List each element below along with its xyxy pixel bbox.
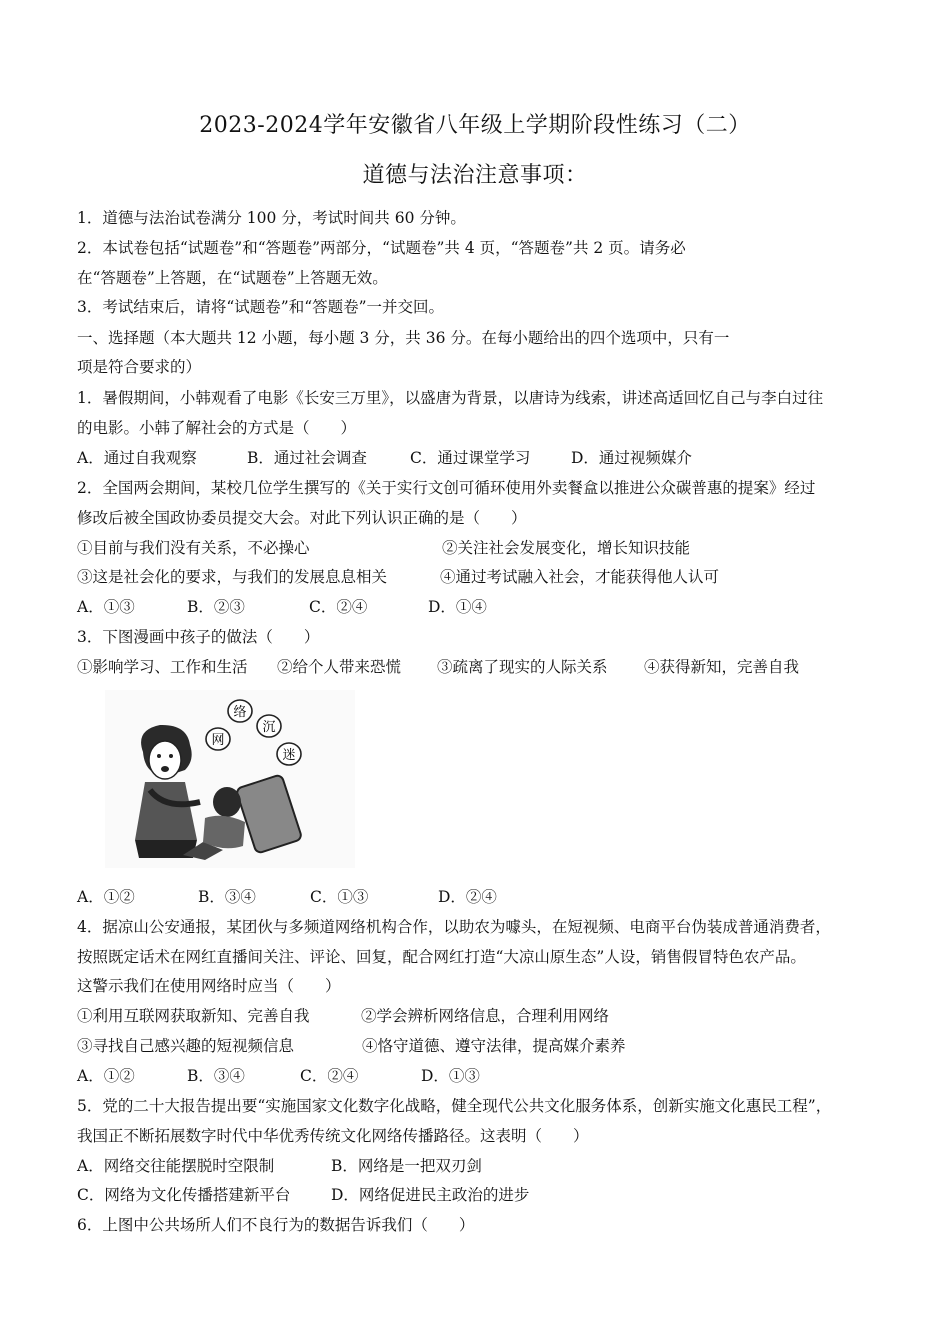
q4-option-c: C．②④ (300, 1067, 359, 1085)
q4-item: ①利用互联网获取新知、完善自我 (77, 1007, 310, 1025)
q3-option-c: C．①③ (310, 888, 369, 906)
question-5-stem: 5．党的二十大报告提出要“实施国家文化数字化战略，健全现代公共文化服务体系，创新实施文化惠民工程”， (77, 1097, 832, 1115)
note-line: 在“答题卷”上答题，在“试题卷”上答题无效。 (77, 269, 388, 287)
q3-item: ③疏离了现实的人际关系 (437, 658, 608, 676)
q5-option-a: A．网络交往能摆脱时空限制 (77, 1157, 275, 1175)
q1-option-b: B．通过社会调查 (247, 449, 367, 467)
question-5-stem: 我国正不断拓展数字时代中华优秀传统文化网络传播路径。这表明（ ） (77, 1127, 589, 1145)
question-1-stem: 的电影。小韩了解社会的方式是（ ） (77, 419, 357, 437)
q1-option-d: D．通过视频媒介 (571, 449, 692, 467)
q2-option-a: A．①③ (77, 598, 135, 616)
q2-item: ①目前与我们没有关系，不必操心 (77, 539, 310, 557)
q4-option-a: A．①② (77, 1067, 135, 1085)
question-1-stem: 1．暑假期间，小韩观看了电影《长安三万里》，以盛唐为背景，以唐诗为线索，讲述高适回忆自己与李白过往 (77, 389, 824, 407)
q3-item: ①影响学习、工作和生活 (77, 658, 248, 676)
q1-option-c: C．通过课堂学习 (410, 449, 531, 467)
question-4-stem: 按照既定话术在网红直播间关注、评论、回复，配合网红打造“大凉山原生态”人设，销售假冒特色农产品。 (77, 948, 806, 966)
note-line: 1．道德与法治试卷满分 100 分，考试时间共 60 分钟。 (77, 209, 466, 227)
q4-item: ③寻找自己感兴趣的短视频信息 (77, 1037, 295, 1055)
svg-text:络: 络 (233, 705, 247, 720)
q4-item: ④恪守道德、遵守法律，提高媒介素养 (362, 1037, 626, 1055)
q1-option-a: A．通过自我观察 (77, 449, 197, 467)
section-heading: 项是符合要求的） (77, 358, 202, 376)
q2-item: ③这是社会化的要求，与我们的发展息息相关 (77, 568, 388, 586)
q3-option-b: B．③④ (198, 888, 256, 906)
svg-text:沉: 沉 (262, 720, 276, 735)
svg-text:网: 网 (211, 733, 225, 748)
q5-option-b: B．网络是一把双刃剑 (331, 1157, 482, 1175)
q4-option-b: B．③④ (187, 1067, 245, 1085)
q2-option-d: D．①④ (428, 598, 487, 616)
q2-item: ④通过考试融入社会，才能获得他人认可 (440, 568, 720, 586)
bubble-wang (206, 728, 230, 750)
question-4-stem: 4．据凉山公安通报，某团伙与多频道网络机构合作，以助农为噱头，在短视频、电商平台伪装成普通消费者， (77, 918, 831, 936)
q4-option-d: D．①③ (421, 1067, 480, 1085)
q5-option-c: C．网络为文化传播搭建新平台 (77, 1186, 291, 1204)
q3-item: ②给个人带来恐慌 (277, 658, 402, 676)
question-2-stem: 2．全国两会期间，某校几位学生撰写的《关于实行文创可循环使用外卖餐盒以推进公众碳普惠的提案》经过 (77, 479, 816, 497)
exam-title: 2023-2024学年安徽省八年级上学期阶段性练习（二） (199, 113, 751, 138)
question-4-stem: 这警示我们在使用网络时应当（ ） (77, 977, 341, 995)
exam-subtitle: 道德与法治注意事项： (362, 163, 588, 188)
q3-option-a: A．①② (77, 888, 135, 906)
q3-item: ④获得新知，完善自我 (644, 658, 800, 676)
svg-text:迷: 迷 (282, 748, 296, 763)
q2-item: ②关注社会发展变化，增长知识技能 (442, 539, 691, 557)
question-3-stem: 3．下图漫画中孩子的做法（ ） (77, 628, 320, 646)
q4-item: ②学会辨析网络信息，合理利用网络 (361, 1007, 610, 1025)
section-heading: 一、选择题（本大题共 12 小题，每小题 3 分，共 36 分。在每小题给出的四个选项中，只有一 (77, 329, 730, 347)
bubble-mi (277, 743, 301, 765)
question-6-stem: 6．上图中公共场所人们不良行为的数据告诉我们（ ） (77, 1216, 475, 1234)
note-line: 3．考试结束后，请将“试题卷”和“答题卷”一并交回。 (77, 298, 445, 316)
bubble-luo (228, 700, 252, 722)
question-2-stem: 修改后被全国政协委员提交大会。对此下列认识正确的是（ ） (77, 509, 527, 527)
q3-option-d: D．②④ (438, 888, 497, 906)
bubble-chen (257, 715, 281, 737)
internet-addiction-comic (105, 690, 355, 868)
q5-option-d: D．网络促进民主政治的进步 (331, 1186, 530, 1204)
q2-option-c: C．②④ (309, 598, 368, 616)
note-line: 2．本试卷包括“试题卷”和“答题卷”两部分，“试题卷”共 4 页，“答题卷”共 2 页。请务必 (77, 239, 686, 257)
q2-option-b: B．②③ (187, 598, 245, 616)
